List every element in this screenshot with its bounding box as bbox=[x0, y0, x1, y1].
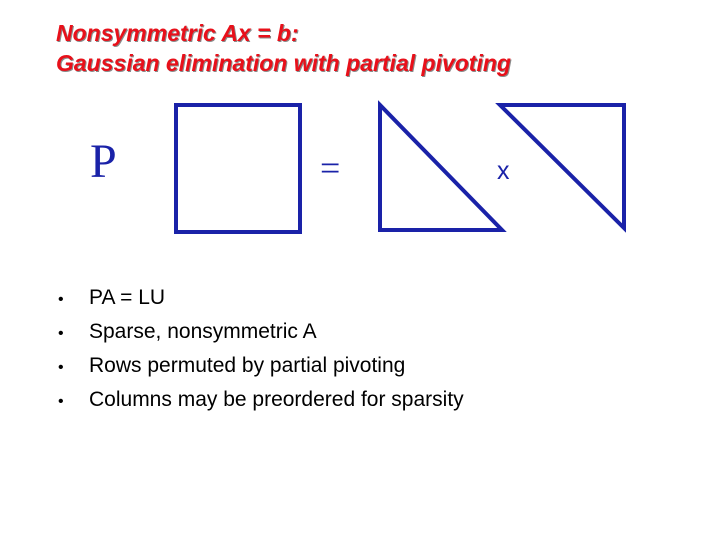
permutation-matrix-label: P bbox=[90, 135, 117, 188]
equals-sign: = bbox=[320, 148, 341, 188]
bullet-list bbox=[58, 282, 464, 418]
list-item bbox=[58, 384, 464, 418]
bullet-text: Columns may be preordered for sparsity bbox=[89, 388, 464, 411]
list-item bbox=[58, 316, 464, 350]
bullet-icon: • bbox=[58, 359, 64, 376]
list-item bbox=[58, 282, 464, 316]
slide-title-line-2: Gaussian elimination with partial pivoting bbox=[56, 50, 511, 76]
bullet-icon: • bbox=[58, 393, 64, 410]
bullet-icon: • bbox=[58, 291, 64, 308]
slide-title-line-1: Nonsymmetric Ax = b: bbox=[56, 20, 299, 46]
bullet-text: Sparse, nonsymmetric A bbox=[89, 320, 317, 343]
bullet-icon: • bbox=[58, 325, 64, 342]
matrix-a-square bbox=[176, 105, 300, 232]
times-sign: x bbox=[497, 157, 510, 185]
bullet-text: Rows permuted by partial pivoting bbox=[89, 354, 406, 377]
bullet-text: PA = LU bbox=[89, 286, 166, 309]
list-item bbox=[58, 350, 464, 384]
upper-triangular-matrix-u bbox=[500, 105, 624, 228]
lower-triangular-matrix-l bbox=[380, 105, 502, 230]
